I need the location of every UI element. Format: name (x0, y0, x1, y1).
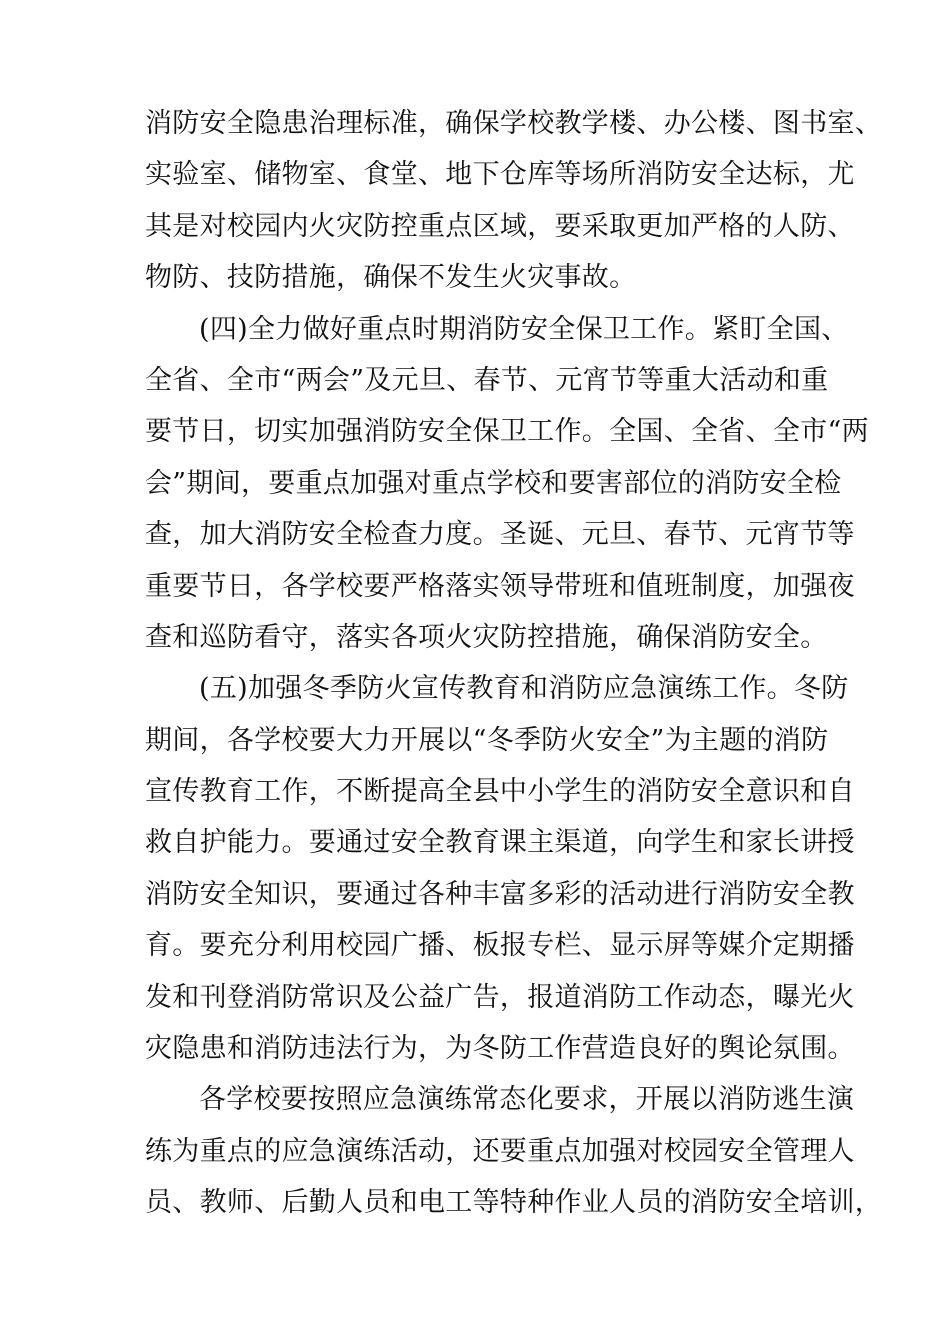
text-line: 其是对校园内火灾防控重点区域，要采取更加严格的人防、 (145, 210, 855, 242)
text-line: 员、教师、后勤人员和电工等特种作业人员的消防安全培训， (145, 1187, 883, 1219)
text-line: 会”期间，要重点加强对重点学校和要害部位的消防安全检 (145, 467, 842, 499)
paragraph-start-line: (四)全力做好重点时期消防安全保卫工作。紧盯全国、 (199, 313, 849, 345)
text-line: 育。要充分利用校园广播、板报专栏、显示屏等媒介定期播 (145, 930, 855, 962)
paragraph-start-line: 各学校要按照应急演练常态化要求，开展以消防逃生演 (199, 1084, 855, 1116)
text-line: 发和刊登消防常识及公益广告，报道消防工作动态，曝光火 (145, 981, 855, 1013)
text-line: 练为重点的应急演练活动，还要重点加强对校园安全管理人 (145, 1135, 855, 1167)
text-line: 救自护能力。要通过安全教育课主渠道，向学生和家长讲授 (145, 827, 855, 859)
text-line: 全省、全市“两会”及元旦、春节、元宵节等重大活动和重 (145, 364, 829, 396)
text-line: 查和巡防看守，落实各项火灾防控措施，确保消防安全。 (145, 621, 828, 653)
document-body (145, 98, 883, 1229)
text-line: 物防、技防措施，确保不发生火灾事故。 (145, 262, 637, 294)
text-line: 查，加大消防安全检查力度。圣诞、元旦、春节、元宵节等 (145, 519, 855, 551)
text-line: 消防安全隐患治理标准，确保学校教学楼、办公楼、图书室、 (145, 108, 883, 139)
paragraph-start-line: (五)加强冬季防火宣传教育和消防应急演练工作。冬防 (199, 673, 849, 705)
text-line: 灾隐患和消防违法行为，为冬防工作营造良好的舆论氛围。 (145, 1033, 855, 1065)
text-line: 要节日，切实加强消防安全保卫工作。全国、全省、全市“两 (145, 416, 869, 448)
text-line: 消防安全知识，要通过各种丰富多彩的活动进行消防安全教 (145, 878, 855, 910)
text-line: 实验室、储物室、食堂、地下仓库等场所消防安全达标，尤 (145, 159, 855, 191)
text-line: 宣传教育工作，不断提高全县中小学生的消防安全意识和自 (145, 776, 855, 808)
text-line: 重要节日，各学校要严格落实领导带班和值班制度，加强夜 (145, 570, 855, 602)
text-line: 期间，各学校要大力开展以“冬季防火安全”为主题的消防 (145, 724, 829, 756)
